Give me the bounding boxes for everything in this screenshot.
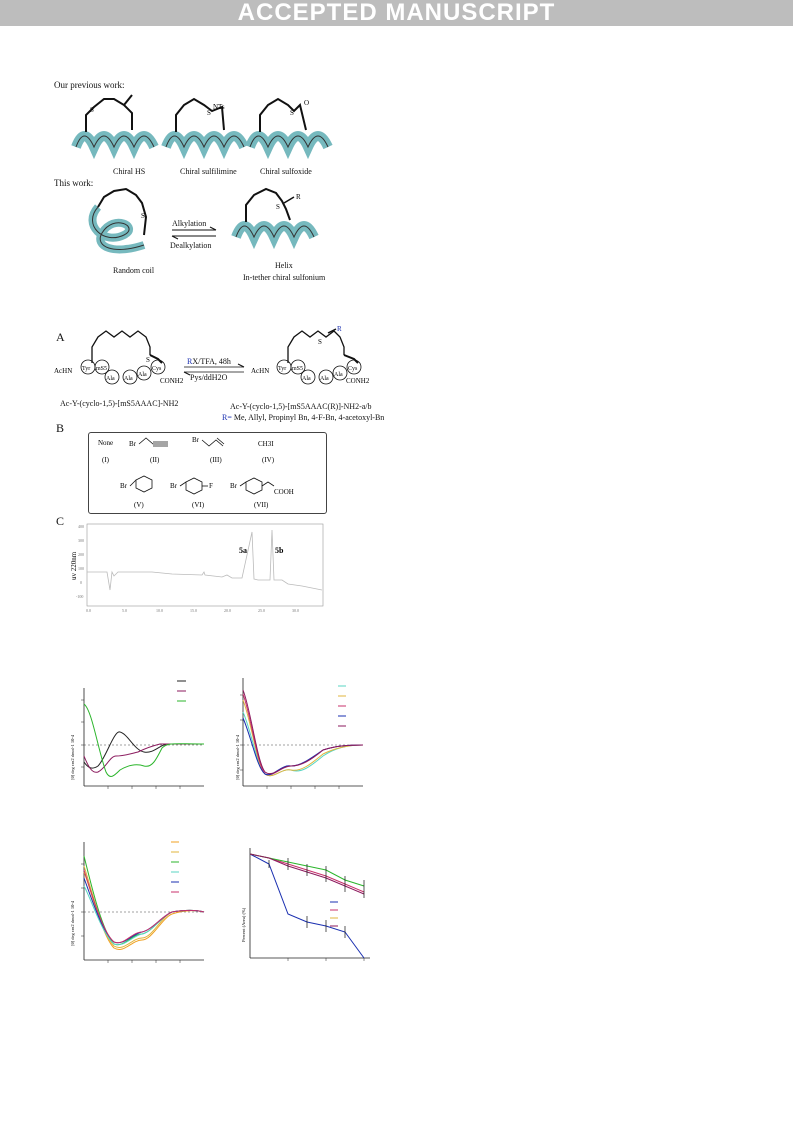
forward-rest: X/TFA, 48h [192, 357, 231, 366]
res-ala1-left: Ala [106, 376, 115, 382]
svg-text:15.0: 15.0 [190, 608, 197, 613]
reagent-i-id: (I) [102, 456, 109, 464]
reagent-v-br: Br [120, 482, 127, 490]
panel-a-label: A [56, 330, 65, 344]
alkylation-arrows [172, 227, 216, 239]
svg-text:0: 0 [80, 580, 82, 585]
helix-chiral-sulfilimine [166, 99, 244, 147]
panel-b-structures [88, 432, 325, 512]
res-ms5-left: mS5 [96, 366, 108, 372]
svg-text:20.0: 20.0 [224, 608, 231, 613]
sulfonium-s-atom: S [276, 203, 280, 211]
cd-3-ylabel: [θ] deg cm2 dmol-1 10-4 [70, 900, 75, 946]
svg-text:-100: -100 [76, 594, 84, 599]
res-ms5-right: mS5 [292, 366, 304, 372]
res-cys-left: Cys [152, 366, 162, 372]
right-achn: AcHN [251, 367, 270, 375]
sulfilimine-s-atom: S [207, 109, 211, 117]
right-conh2: CONH2 [346, 377, 370, 385]
reagent-i-text: None [98, 439, 114, 447]
reagent-vi-f: F [209, 482, 213, 490]
this-work-label: This work: [54, 178, 94, 188]
right-peptide [251, 325, 370, 385]
chiral-hs-s-atom: S [90, 106, 94, 114]
right-s-atom: S [318, 338, 322, 346]
helix-sulfonium [236, 189, 314, 237]
reagent-vii-br: Br [230, 482, 237, 490]
panel-c-label: C [56, 514, 65, 528]
alkylation-label: Alkylation [172, 219, 207, 228]
percent-ylabel: Percent (Area) (%) [241, 907, 246, 942]
cd-2-ylabel: [θ] deg cm2 dmol-1 10-4 [235, 734, 240, 780]
r-group-list [222, 413, 384, 422]
r-prefix: R= [222, 413, 232, 422]
reagent-ii-id: (II) [150, 456, 160, 464]
random-coil [92, 189, 146, 249]
reagent-ii-br: Br [129, 440, 136, 448]
top-scheme-figure [54, 85, 394, 285]
res-ala3-left: Ala [138, 372, 147, 378]
sulfoxide-o-atom: O [304, 99, 310, 107]
hplc-ylabel: uv 220nm [70, 551, 78, 580]
svg-text:5.0: 5.0 [122, 608, 127, 613]
dealkylation-label: Dealkylation [170, 241, 212, 250]
svg-text:30.0: 30.0 [292, 608, 299, 613]
panel-a-forward-reagent [187, 357, 231, 366]
peak-5b-label: 5b [275, 546, 284, 555]
reagent-vii-cooh: COOH [274, 488, 294, 496]
reagent-iii-br: Br [192, 436, 199, 444]
svg-text:0.0: 0.0 [86, 608, 91, 613]
cd-chart-1 [62, 670, 212, 795]
helix-chiral-hs [76, 95, 154, 147]
reagent-iv-text: CH3I [258, 440, 274, 448]
percent-area-chart [240, 842, 380, 967]
res-cys-right: Cys [348, 366, 358, 372]
peak-5a-label: 5a [239, 546, 247, 555]
res-ala1-right: Ala [302, 376, 311, 382]
svg-text:100: 100 [78, 566, 84, 571]
right-r-label: R [337, 325, 342, 333]
res-ala3-right: Ala [334, 372, 343, 378]
helix-chiral-sulfoxide [250, 99, 328, 147]
accepted-manuscript-banner: ACCEPTED MANUSCRIPT [0, 0, 793, 26]
res-ala2-left: Ala [124, 376, 133, 382]
svg-text:200: 200 [78, 552, 84, 557]
caption-in-tether-sulfonium: In-tether chiral sulfonium [243, 273, 326, 282]
res-tyr-left: Tyr [82, 366, 91, 372]
svg-text:300: 300 [78, 538, 84, 543]
cd-chart-3 [62, 836, 212, 966]
left-peptide-name: Ac-Y-(cyclo-1,5)-[mS5AAAC]-NH2 [60, 399, 179, 408]
previous-work-label: Our previous work: [54, 80, 125, 90]
left-peptide [54, 331, 184, 385]
caption-chiral-hs: Chiral HS [113, 167, 146, 176]
panel-b-label: B [56, 421, 65, 435]
sulfoxide-s-atom: S [290, 109, 294, 117]
cd-chart-2 [235, 670, 385, 795]
res-ala2-right: Ala [320, 376, 329, 382]
reagent-vi-br: Br [170, 482, 177, 490]
caption-helix: Helix [275, 261, 293, 270]
panel-a-reverse-reagent: Pys/ddH2O [190, 373, 228, 382]
left-achn: AcHN [54, 367, 73, 375]
hplc-trace [87, 530, 322, 590]
reagent-vii-id: (VII) [254, 501, 269, 509]
reagent-iv-id: (IV) [262, 456, 275, 464]
sulfilimine-nts: NTs [213, 103, 225, 111]
left-s-atom: S [146, 356, 150, 364]
r-values: Me, Allyl, Propinyl Bn, 4-F-Bn, 4-acetoxyl-Bn [233, 413, 385, 422]
svg-text:25.0: 25.0 [258, 608, 265, 613]
caption-chiral-sulfoxide: Chiral sulfoxide [260, 167, 312, 176]
reagent-iii-id: (III) [210, 456, 222, 464]
hplc-chromatogram [62, 520, 332, 620]
right-peptide-name: Ac-Y-(cyclo-1,5)-[mS5AAAC(R)]-NH2-a/b [230, 402, 372, 411]
forward-r: R [187, 357, 193, 366]
reagent-v-id: (V) [134, 501, 144, 509]
left-conh2: CONH2 [160, 377, 184, 385]
svg-text:10.0: 10.0 [156, 608, 163, 613]
random-coil-s-atom: S [141, 212, 145, 220]
caption-chiral-sulfilimine: Chiral sulfilimine [180, 167, 237, 176]
svg-text:400: 400 [78, 524, 84, 529]
sulfonium-r-atom: R [296, 193, 301, 201]
caption-random-coil: Random coil [113, 266, 155, 275]
reagent-vi-id: (VI) [192, 501, 205, 509]
cd-1-ylabel: [θ] deg cm2 dmol-1 10-4 [70, 734, 75, 780]
res-tyr-right: Tyr [278, 366, 287, 372]
